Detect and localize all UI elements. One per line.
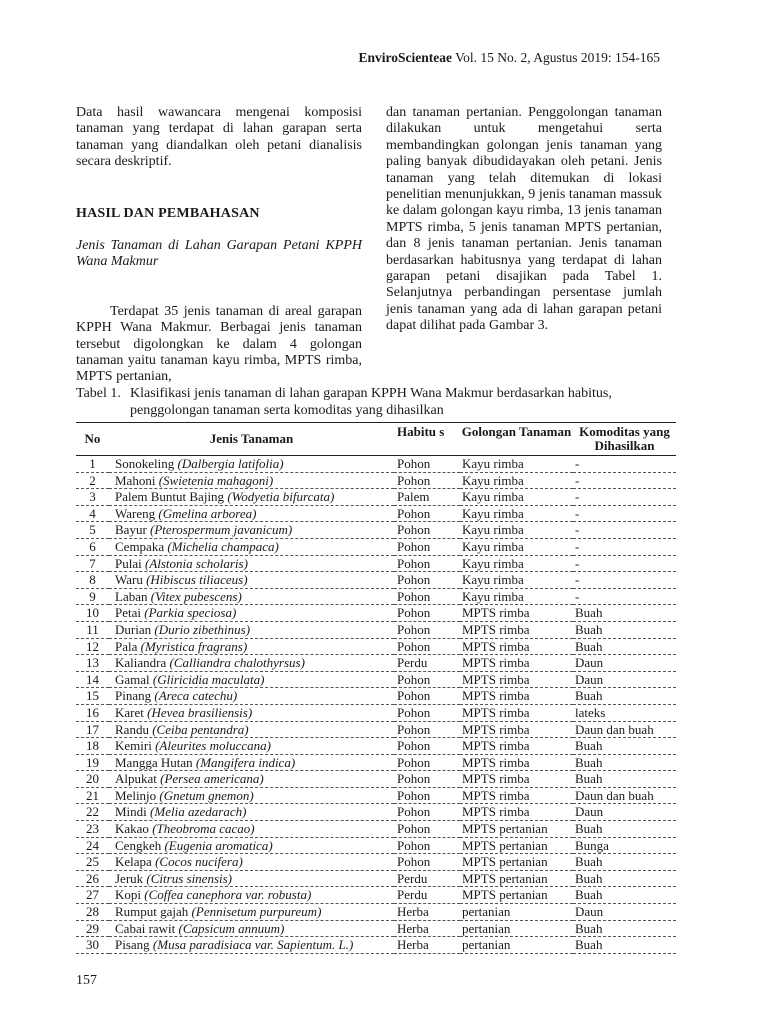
komoditas-cell: - xyxy=(573,489,676,506)
latin-name: (Cocos nucifera) xyxy=(155,854,243,870)
habitus-cell: Pohon xyxy=(394,588,460,605)
row-number: 15 xyxy=(76,688,109,705)
left-column xyxy=(76,105,362,386)
golongan-cell: Kayu rimba xyxy=(460,522,573,539)
latin-name: (Dalbergia latifolia) xyxy=(177,456,284,471)
table-row xyxy=(76,456,676,473)
common-name: Cabai rawit xyxy=(115,920,176,936)
plant-name xyxy=(109,937,394,954)
habitus-cell: Pohon xyxy=(394,671,460,688)
komoditas-cell: - xyxy=(573,572,676,589)
table-body xyxy=(76,456,676,954)
plant-classification-table xyxy=(76,422,676,954)
common-name: Kopi xyxy=(115,887,141,903)
running-header xyxy=(358,50,660,66)
plant-name xyxy=(109,904,394,921)
common-name: Mahoni xyxy=(115,472,156,488)
common-name: Petai xyxy=(115,605,141,621)
header-habitus: Habitu s xyxy=(397,424,445,439)
komoditas-cell: Buah xyxy=(573,738,676,755)
komoditas-cell: - xyxy=(573,456,676,473)
plant-name xyxy=(109,920,394,937)
habitus-cell: Pohon xyxy=(394,621,460,638)
row-number: 24 xyxy=(76,837,109,854)
golongan-cell: pertanian xyxy=(460,904,573,921)
plant-name xyxy=(109,688,394,705)
komoditas-cell: Daun dan buah xyxy=(573,787,676,804)
journal-citation: Vol. 15 No. 2, Agustus 2019: 154-165 xyxy=(455,50,660,65)
table-header-row xyxy=(76,423,676,456)
komoditas-cell: Buah xyxy=(573,621,676,638)
right-column xyxy=(386,105,662,335)
latin-name: (Pennisetum purpureum) xyxy=(191,904,322,920)
golongan-cell: MPTS pertanian xyxy=(460,821,573,838)
habitus-cell: Perdu xyxy=(394,887,460,904)
latin-name: (Eugenia aromatica) xyxy=(164,837,273,853)
common-name: Pulai xyxy=(115,555,142,571)
plant-name xyxy=(109,555,394,572)
common-name: Kaliandra xyxy=(115,655,167,671)
common-name: Palem Buntut Bajing xyxy=(115,489,225,505)
row-number: 30 xyxy=(76,937,109,954)
table-row xyxy=(76,704,676,721)
habitus-cell: Pohon xyxy=(394,522,460,539)
komoditas-cell: Bunga xyxy=(573,837,676,854)
komoditas-cell: - xyxy=(573,588,676,605)
habitus-cell: Pohon xyxy=(394,821,460,838)
header-golongan: Golongan Tanaman xyxy=(461,424,572,439)
common-name: Melinjo xyxy=(115,787,157,803)
table-row xyxy=(76,572,676,589)
habitus-cell: Pohon xyxy=(394,738,460,755)
latin-name: (Michelia champaca) xyxy=(167,538,279,554)
row-number: 2 xyxy=(76,472,109,489)
golongan-cell: Kayu rimba xyxy=(460,588,573,605)
plant-name xyxy=(109,489,394,506)
golongan-cell: pertanian xyxy=(460,937,573,954)
table-caption xyxy=(76,386,676,419)
results-paragraph: Terdapat 35 jenis tanaman di areal garapan KPPH Wana Makmur. Berbagai jenis tanaman tersebut digolongkan ke dalam 4 golongan tanaman yaitu tanaman kayu rimba, MPTS rimba, MPTS pertanian, xyxy=(76,303,362,385)
plant-name xyxy=(109,704,394,721)
continued-paragraph: dan tanaman pertanian. Penggolongan tanaman dilakukan untuk mengetahui serta membandingkan golongan jenis tanaman yang paling banyak dibudidayakan oleh petani. Jenis tanaman yang telah ditemukan di lokasi penelitian menunjukkan, 9 jenis tanaman massuk ke dalam golongan kayu rimba, 13 jenis tanaman MPTS rimba, 5 jenis tanaman MPTS pertanian, dan 8 jenis tanaman pertanian. Jenis tanaman berdasarkan habitusnya yang terdapat di lahan garapan petani disajikan pada Tabel 1. Selanjutnya perbandingan persentase jumlah jenis tanaman yang ada di lahan garapan petani dapat dilihat pada Gambar 3. xyxy=(386,105,662,334)
common-name: Mangga Hutan xyxy=(115,754,193,770)
row-number: 8 xyxy=(76,572,109,589)
golongan-cell: Kayu rimba xyxy=(460,572,573,589)
komoditas-cell: - xyxy=(573,555,676,572)
golongan-cell: MPTS pertanian xyxy=(460,887,573,904)
plant-name xyxy=(109,621,394,638)
habitus-cell: Pohon xyxy=(394,804,460,821)
row-number: 27 xyxy=(76,887,109,904)
common-name: Cengkeh xyxy=(115,837,162,853)
plant-name xyxy=(109,738,394,755)
table-row xyxy=(76,937,676,954)
latin-name: (Vitex pubescens) xyxy=(150,588,242,604)
golongan-cell: MPTS pertanian xyxy=(460,854,573,871)
section-heading: HASIL DAN PEMBAHASAN xyxy=(76,205,260,221)
komoditas-cell: Buah xyxy=(573,754,676,771)
golongan-cell: MPTS pertanian xyxy=(460,837,573,854)
plant-name xyxy=(109,771,394,788)
golongan-cell: Kayu rimba xyxy=(460,555,573,572)
habitus-cell: Pohon xyxy=(394,771,460,788)
latin-name: (Calliandra chalothyrsus) xyxy=(169,655,305,671)
plant-name xyxy=(109,655,394,672)
latin-name: (Areca catechu) xyxy=(154,688,238,704)
latin-name: (Gmelina arborea) xyxy=(158,505,257,521)
latin-name: (Hibiscus tiliaceus) xyxy=(146,572,248,588)
latin-name: (Parkia speciosa) xyxy=(144,605,237,621)
habitus-cell: Perdu xyxy=(394,870,460,887)
table-row xyxy=(76,605,676,622)
row-number: 21 xyxy=(76,787,109,804)
habitus-cell: Pohon xyxy=(394,787,460,804)
komoditas-cell: Buah xyxy=(573,937,676,954)
table-row xyxy=(76,655,676,672)
komoditas-cell: Buah xyxy=(573,771,676,788)
golongan-cell: Kayu rimba xyxy=(460,538,573,555)
plant-name xyxy=(109,787,394,804)
table-row xyxy=(76,621,676,638)
golongan-cell: MPTS rimba xyxy=(460,787,573,804)
row-number: 13 xyxy=(76,655,109,672)
common-name: Laban xyxy=(115,588,148,604)
habitus-cell: Pohon xyxy=(394,538,460,555)
habitus-cell: Perdu xyxy=(394,655,460,672)
plant-name xyxy=(109,804,394,821)
latin-name: (Gnetum gnemon) xyxy=(159,787,254,803)
common-name: Cempaka xyxy=(115,538,165,554)
common-name: Karet xyxy=(115,704,144,720)
latin-name: (Hevea brasiliensis) xyxy=(147,704,253,720)
row-number: 17 xyxy=(76,721,109,738)
golongan-cell: MPTS rimba xyxy=(460,721,573,738)
row-number: 23 xyxy=(76,821,109,838)
caption-line-1: Klasifikasi jenis tanaman di lahan garapan KPPH Wana Makmur berdasarkan habitus, xyxy=(130,386,612,401)
golongan-cell: MPTS rimba xyxy=(460,804,573,821)
komoditas-cell: Buah xyxy=(573,870,676,887)
table-row xyxy=(76,638,676,655)
golongan-cell: Kayu rimba xyxy=(460,472,573,489)
habitus-cell: Pohon xyxy=(394,456,460,473)
header-komoditas: Komoditas yang Dihasilkan xyxy=(579,424,670,453)
table-row xyxy=(76,588,676,605)
plant-name xyxy=(109,821,394,838)
komoditas-cell: Buah xyxy=(573,688,676,705)
habitus-cell: Pohon xyxy=(394,854,460,871)
table-row xyxy=(76,837,676,854)
plant-name xyxy=(109,605,394,622)
common-name: Pala xyxy=(115,638,138,654)
komoditas-cell: Buah xyxy=(573,605,676,622)
table-label: Tabel 1. xyxy=(76,386,121,401)
habitus-cell: Pohon xyxy=(394,837,460,854)
table-row xyxy=(76,904,676,921)
komoditas-cell: Buah xyxy=(573,920,676,937)
table-row xyxy=(76,721,676,738)
plant-name xyxy=(109,638,394,655)
journal-name: EnviroScienteae xyxy=(358,50,452,65)
common-name: Randu xyxy=(115,721,149,737)
row-number: 29 xyxy=(76,920,109,937)
plant-name xyxy=(109,837,394,854)
komoditas-cell: - xyxy=(573,472,676,489)
komoditas-cell: - xyxy=(573,538,676,555)
golongan-cell: Kayu rimba xyxy=(460,489,573,506)
row-number: 22 xyxy=(76,804,109,821)
intro-paragraph: Data hasil wawancara mengenai komposisi tanaman yang terdapat di lahan garapan serta tanaman yang diandalkan oleh petani dianalisis secara deskriptif. xyxy=(76,105,362,170)
komoditas-cell: - xyxy=(573,522,676,539)
golongan-cell: MPTS rimba xyxy=(460,655,573,672)
habitus-cell: Herba xyxy=(394,937,460,954)
plant-name xyxy=(109,572,394,589)
row-number: 1 xyxy=(76,456,109,473)
table-row xyxy=(76,472,676,489)
habitus-cell: Pohon xyxy=(394,721,460,738)
common-name: Alpukat xyxy=(115,771,157,787)
komoditas-cell: Buah xyxy=(573,887,676,904)
subsection-heading: Jenis Tanaman di Lahan Garapan Petani KPPH Wana Makmur xyxy=(76,238,362,270)
common-name: Mindi xyxy=(115,804,147,820)
habitus-cell: Pohon xyxy=(394,505,460,522)
habitus-cell: Pohon xyxy=(394,754,460,771)
plant-name xyxy=(109,671,394,688)
header-name: Jenis Tanaman xyxy=(209,431,294,446)
habitus-cell: Pohon xyxy=(394,605,460,622)
latin-name: (Myristica fragrans) xyxy=(140,638,248,654)
row-number: 12 xyxy=(76,638,109,655)
common-name: Sonokeling xyxy=(115,456,175,471)
row-number: 26 xyxy=(76,870,109,887)
table-row xyxy=(76,738,676,755)
latin-name: (Theobroma cacao) xyxy=(152,821,255,837)
table-row xyxy=(76,671,676,688)
golongan-cell: pertanian xyxy=(460,920,573,937)
row-number: 4 xyxy=(76,505,109,522)
komoditas-cell: Daun xyxy=(573,804,676,821)
komoditas-cell: lateks xyxy=(573,704,676,721)
latin-name: (Wodyetia bifurcata) xyxy=(227,489,335,505)
caption-line-2: penggolongan tanaman serta komoditas yang dihasilkan xyxy=(130,402,444,418)
row-number: 10 xyxy=(76,605,109,622)
row-number: 18 xyxy=(76,738,109,755)
habitus-cell: Herba xyxy=(394,920,460,937)
table-row xyxy=(76,920,676,937)
plant-name xyxy=(109,505,394,522)
habitus-cell: Herba xyxy=(394,904,460,921)
row-number: 16 xyxy=(76,704,109,721)
latin-name: (Musa paradisiaca var. Sapientum. L.) xyxy=(152,937,354,953)
table-row xyxy=(76,489,676,506)
table-row xyxy=(76,887,676,904)
plant-name xyxy=(109,472,394,489)
golongan-cell: MPTS rimba xyxy=(460,621,573,638)
common-name: Pisang xyxy=(115,937,150,953)
plant-name xyxy=(109,538,394,555)
plant-name xyxy=(109,456,394,473)
habitus-cell: Pohon xyxy=(394,688,460,705)
komoditas-cell: Daun dan buah xyxy=(573,721,676,738)
row-number: 19 xyxy=(76,754,109,771)
habitus-cell: Pohon xyxy=(394,704,460,721)
row-number: 20 xyxy=(76,771,109,788)
row-number: 5 xyxy=(76,522,109,539)
common-name: Kemiri xyxy=(115,738,152,754)
common-name: Kelapa xyxy=(115,854,152,870)
golongan-cell: MPTS rimba xyxy=(460,738,573,755)
table-row xyxy=(76,522,676,539)
row-number: 3 xyxy=(76,489,109,506)
latin-name: (Gliricidia maculata) xyxy=(152,671,265,687)
row-number: 9 xyxy=(76,588,109,605)
golongan-cell: MPTS rimba xyxy=(460,704,573,721)
latin-name: (Swietenia mahagoni) xyxy=(158,472,274,488)
latin-name: (Durio zibethinus) xyxy=(154,621,251,637)
row-number: 11 xyxy=(76,621,109,638)
golongan-cell: MPTS pertanian xyxy=(460,870,573,887)
latin-name: (Citrus sinensis) xyxy=(146,870,233,886)
plant-name xyxy=(109,721,394,738)
plant-name xyxy=(109,754,394,771)
plant-name xyxy=(109,854,394,871)
table-row xyxy=(76,538,676,555)
habitus-cell: Pohon xyxy=(394,572,460,589)
habitus-cell: Palem xyxy=(394,489,460,506)
plant-name xyxy=(109,887,394,904)
komoditas-cell: Buah xyxy=(573,821,676,838)
golongan-cell: MPTS rimba xyxy=(460,754,573,771)
komoditas-cell: Daun xyxy=(573,655,676,672)
common-name: Rumput gajah xyxy=(115,904,189,920)
common-name: Wareng xyxy=(115,505,156,521)
table-row xyxy=(76,821,676,838)
common-name: Gamal xyxy=(115,671,150,687)
common-name: Pinang xyxy=(115,688,152,704)
latin-name: (Coffea canephora var. robusta) xyxy=(144,887,312,903)
golongan-cell: MPTS rimba xyxy=(460,688,573,705)
row-number: 25 xyxy=(76,854,109,871)
row-number: 14 xyxy=(76,671,109,688)
table-row xyxy=(76,555,676,572)
common-name: Durian xyxy=(115,621,152,637)
habitus-cell: Pohon xyxy=(394,472,460,489)
header-no: No xyxy=(84,431,101,446)
row-number: 28 xyxy=(76,904,109,921)
golongan-cell: Kayu rimba xyxy=(460,505,573,522)
common-name: Waru xyxy=(115,572,143,588)
plant-name xyxy=(109,870,394,887)
komoditas-cell: - xyxy=(573,505,676,522)
row-number: 6 xyxy=(76,538,109,555)
latin-name: (Alstonia scholaris) xyxy=(144,555,248,571)
latin-name: (Persea americana) xyxy=(160,771,264,787)
latin-name: (Capsicum annuum) xyxy=(178,920,285,936)
komoditas-cell: Buah xyxy=(573,854,676,871)
table-row xyxy=(76,854,676,871)
golongan-cell: MPTS rimba xyxy=(460,771,573,788)
komoditas-cell: Daun xyxy=(573,671,676,688)
table-row xyxy=(76,754,676,771)
common-name: Kakao xyxy=(115,821,149,837)
latin-name: (Ceiba pentandra) xyxy=(152,721,249,737)
common-name: Bayur xyxy=(115,522,147,538)
table-row xyxy=(76,870,676,887)
golongan-cell: Kayu rimba xyxy=(460,456,573,473)
komoditas-cell: Buah xyxy=(573,638,676,655)
latin-name: (Melia azedarach) xyxy=(150,804,247,820)
plant-name xyxy=(109,522,394,539)
habitus-cell: Pohon xyxy=(394,638,460,655)
latin-name: (Aleurites moluccana) xyxy=(155,738,271,754)
latin-name: (Pterospermum javanicum) xyxy=(150,522,293,538)
golongan-cell: MPTS rimba xyxy=(460,605,573,622)
table-row xyxy=(76,787,676,804)
golongan-cell: MPTS rimba xyxy=(460,671,573,688)
common-name: Jeruk xyxy=(115,870,144,886)
table-row xyxy=(76,505,676,522)
golongan-cell: MPTS rimba xyxy=(460,638,573,655)
table-row xyxy=(76,804,676,821)
habitus-cell: Pohon xyxy=(394,555,460,572)
table-row xyxy=(76,771,676,788)
komoditas-cell: Daun xyxy=(573,904,676,921)
latin-name: (Mangifera indica) xyxy=(195,754,296,770)
row-number: 7 xyxy=(76,555,109,572)
plant-name xyxy=(109,588,394,605)
table-row xyxy=(76,688,676,705)
page-number: 157 xyxy=(76,973,97,988)
